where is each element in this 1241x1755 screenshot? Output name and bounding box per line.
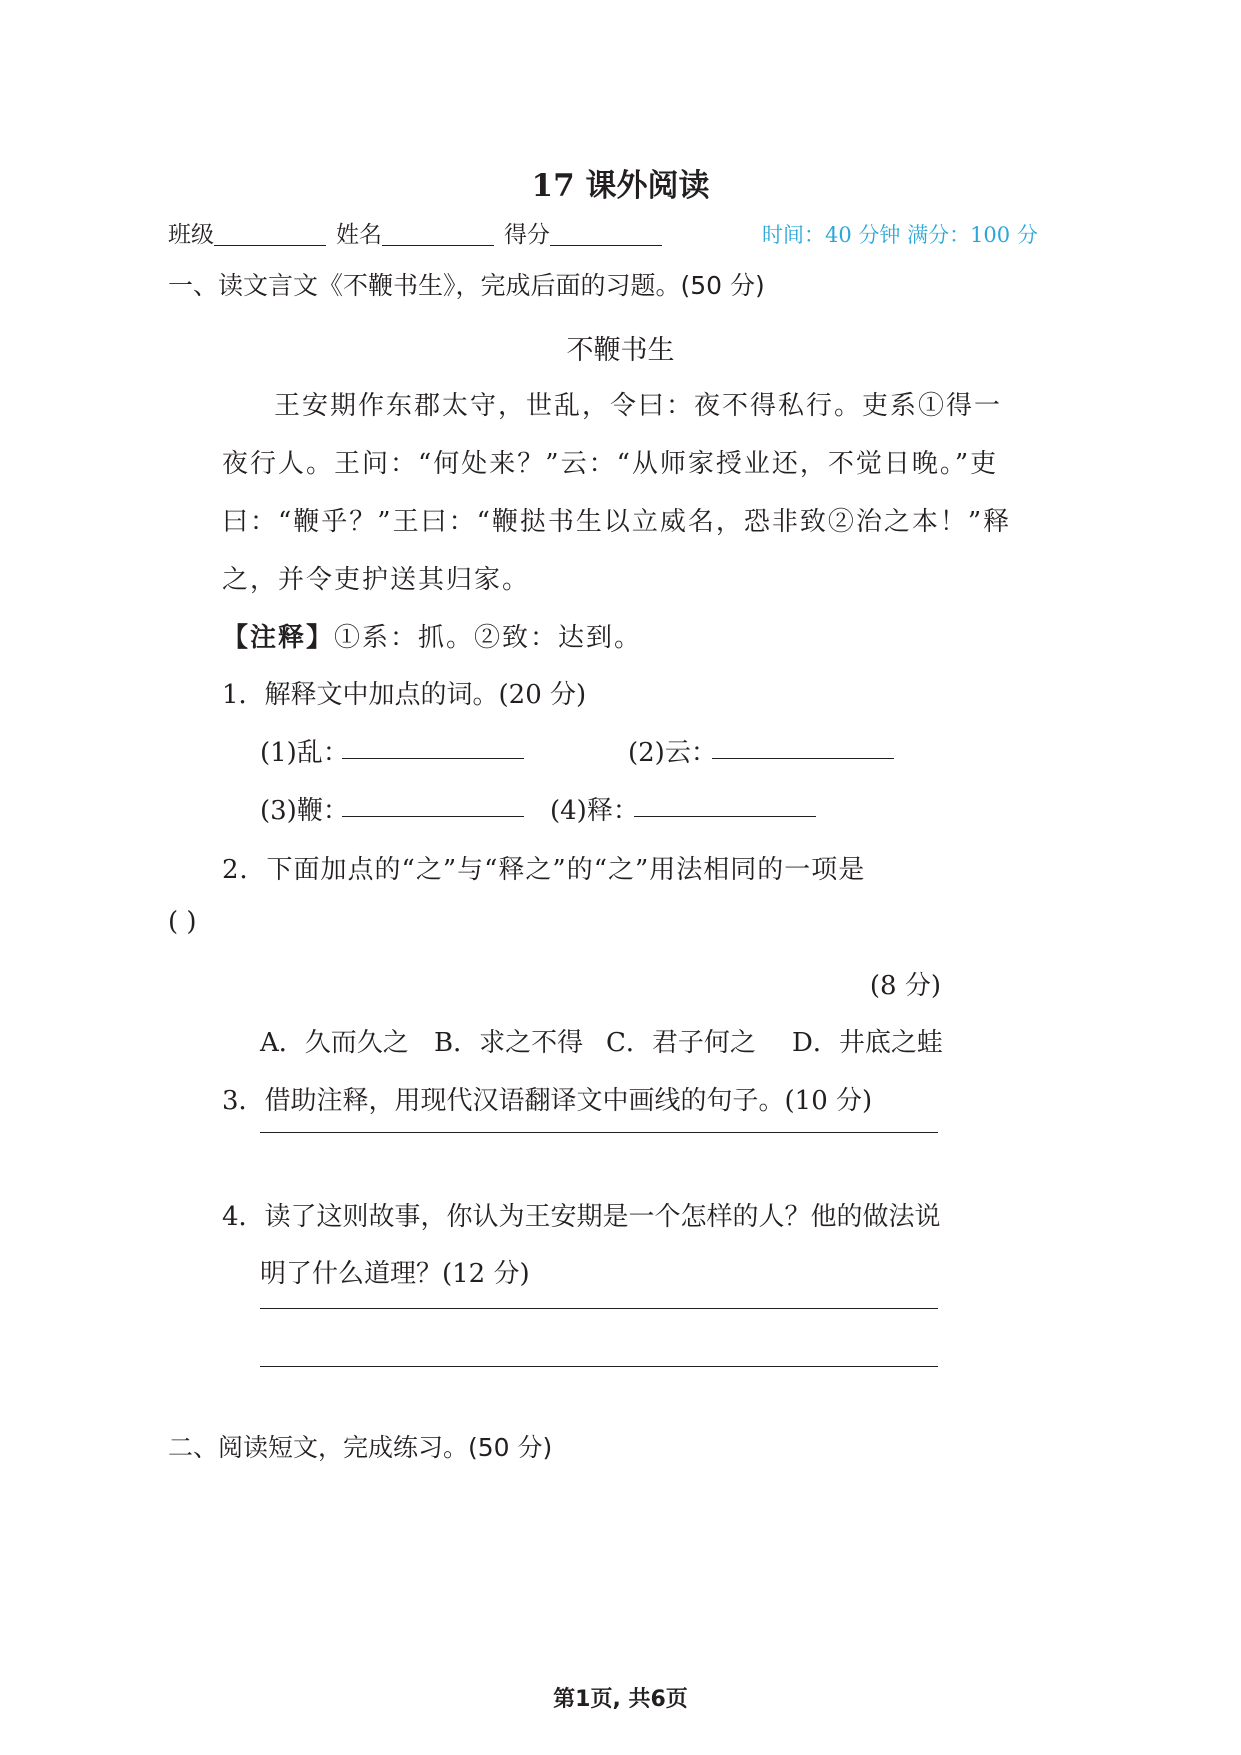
note <box>222 617 642 654</box>
q2-answer-paren[interactable]: ( ) <box>168 907 197 937</box>
q1-item-2: (2)云： <box>628 738 717 768</box>
q4-answer-line[interactable] <box>260 1308 938 1309</box>
q1-stem: 1．解释文中加点的词。(20 分) <box>222 680 587 710</box>
passage-line: 曰：“鞭乎？”王曰：“鞭挞书生以立威名，恐非致②治之本！”释 <box>222 507 1012 537</box>
q2-score: (8 分) <box>869 971 941 1001</box>
q1-answer-3[interactable] <box>342 816 524 817</box>
passage-title: 不鞭书生 <box>566 335 675 366</box>
q1-answer-2[interactable] <box>712 758 894 759</box>
q1-item-1: (1)乱： <box>260 738 349 768</box>
q1-item-3: (3)鞭： <box>260 796 349 826</box>
q2-option-a[interactable]: A．久而久之 <box>260 1028 409 1058</box>
q2-option-d[interactable]: D．井底之蛙 <box>792 1028 943 1058</box>
name-label: 姓名 <box>336 222 382 248</box>
q4-answer-line[interactable] <box>260 1366 938 1367</box>
name-field <box>336 216 494 249</box>
section2-heading: 二、阅读短文，完成练习。(50 分) <box>168 1433 553 1462</box>
q3-answer-line[interactable] <box>260 1132 938 1133</box>
page-title: 17 课外阅读 <box>531 168 710 204</box>
note-label: 【注释】 <box>222 623 335 653</box>
page-number: 第1页, 共6页 <box>553 1687 688 1712</box>
score-blank[interactable] <box>550 223 662 246</box>
q1-item-4: (4)释： <box>550 796 639 826</box>
score-label: 得分 <box>504 222 550 248</box>
q4-stem-line2: 明了什么道理？(12 分) <box>260 1259 530 1289</box>
section1-heading: 一、读文言文《不鞭书生》，完成后面的习题。(50 分) <box>168 271 765 300</box>
note-text: ①系：抓。②致：达到。 <box>334 623 643 653</box>
q3-stem: 3．借助注释，用现代汉语翻译文中画线的句子。(10 分) <box>222 1086 873 1116</box>
name-blank[interactable] <box>382 223 494 246</box>
class-field <box>168 216 326 249</box>
score-field <box>504 216 662 249</box>
passage-line: 之，并令吏护送其归家。 <box>222 565 531 595</box>
class-blank[interactable] <box>214 223 326 246</box>
q1-answer-4[interactable] <box>634 816 816 817</box>
q2-option-c[interactable]: C．君子何之 <box>606 1028 756 1058</box>
q4-stem-line1: 4．读了这则故事，你认为王安期是一个怎样的人？他的做法说 <box>222 1202 941 1232</box>
passage-line: 夜行人。王问：“何处来？”云：“从师家授业还，不觉日晚。”吏 <box>222 449 999 479</box>
time-info: 时间：40 分钟 满分：100 分 <box>762 223 1038 247</box>
q1-answer-1[interactable] <box>342 758 524 759</box>
class-label: 班级 <box>168 222 214 248</box>
q2-stem: 2．下面加点的“之”与“释之”的“之”用法相同的一项是 <box>222 855 866 885</box>
q2-option-b[interactable]: B．求之不得 <box>434 1028 584 1058</box>
passage-line: 王安期作东郡太守，世乱，令曰：夜不得私行。吏系①得一 <box>274 391 1003 421</box>
